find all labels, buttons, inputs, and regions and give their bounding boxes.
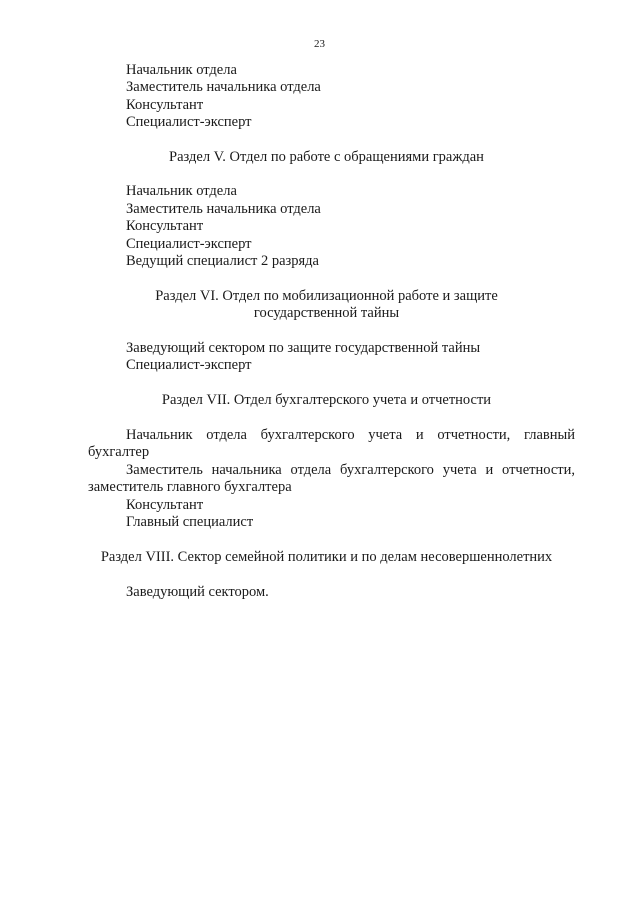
- list-item: Заведующий сектором по защите государственной тайны: [126, 340, 481, 356]
- list-item-line: Заместитель начальника отдела бухгалтерского учета и отчетности,: [126, 462, 575, 478]
- list-item: Ведущий специалист 2 разряда: [126, 253, 319, 269]
- list-item: Заместитель начальника отдела: [126, 79, 321, 95]
- list-item: Консультант: [126, 97, 204, 113]
- list-item-continuation: бухгалтер: [88, 444, 150, 460]
- section-heading: Раздел VII. Отдел бухгалтерского учета и отчетности: [161, 392, 492, 408]
- list-item: Консультант: [126, 497, 204, 513]
- section-heading: Раздел VIII. Сектор семейной политики и по делам несовершеннолетних: [100, 549, 553, 565]
- list-item: Заместитель начальника отдела: [126, 201, 321, 217]
- list-item: Специалист-эксперт: [126, 357, 252, 373]
- list-item: Начальник отдела: [126, 62, 237, 78]
- list-item-multiline: [88, 462, 575, 480]
- section-heading-continuation: государственной тайны: [253, 305, 400, 321]
- page-number: 23: [314, 38, 325, 50]
- list-item: Специалист-эксперт: [126, 236, 252, 252]
- section-heading: Раздел V. Отдел по работе с обращениями граждан: [169, 149, 484, 165]
- list-item-line: Начальник отдела бухгалтерского учета и отчетности, главный: [126, 427, 575, 443]
- list-item-multiline: [88, 427, 575, 445]
- list-item: Заведующий сектором.: [126, 584, 269, 600]
- list-item-continuation: заместитель главного бухгалтера: [88, 479, 292, 495]
- list-item: Начальник отдела: [126, 183, 237, 199]
- list-item: Главный специалист: [126, 514, 254, 530]
- section-heading: Раздел VI. Отдел по мобилизационной работе и защите: [155, 288, 498, 304]
- list-item: Специалист-эксперт: [126, 114, 252, 130]
- list-item: Консультант: [126, 218, 204, 234]
